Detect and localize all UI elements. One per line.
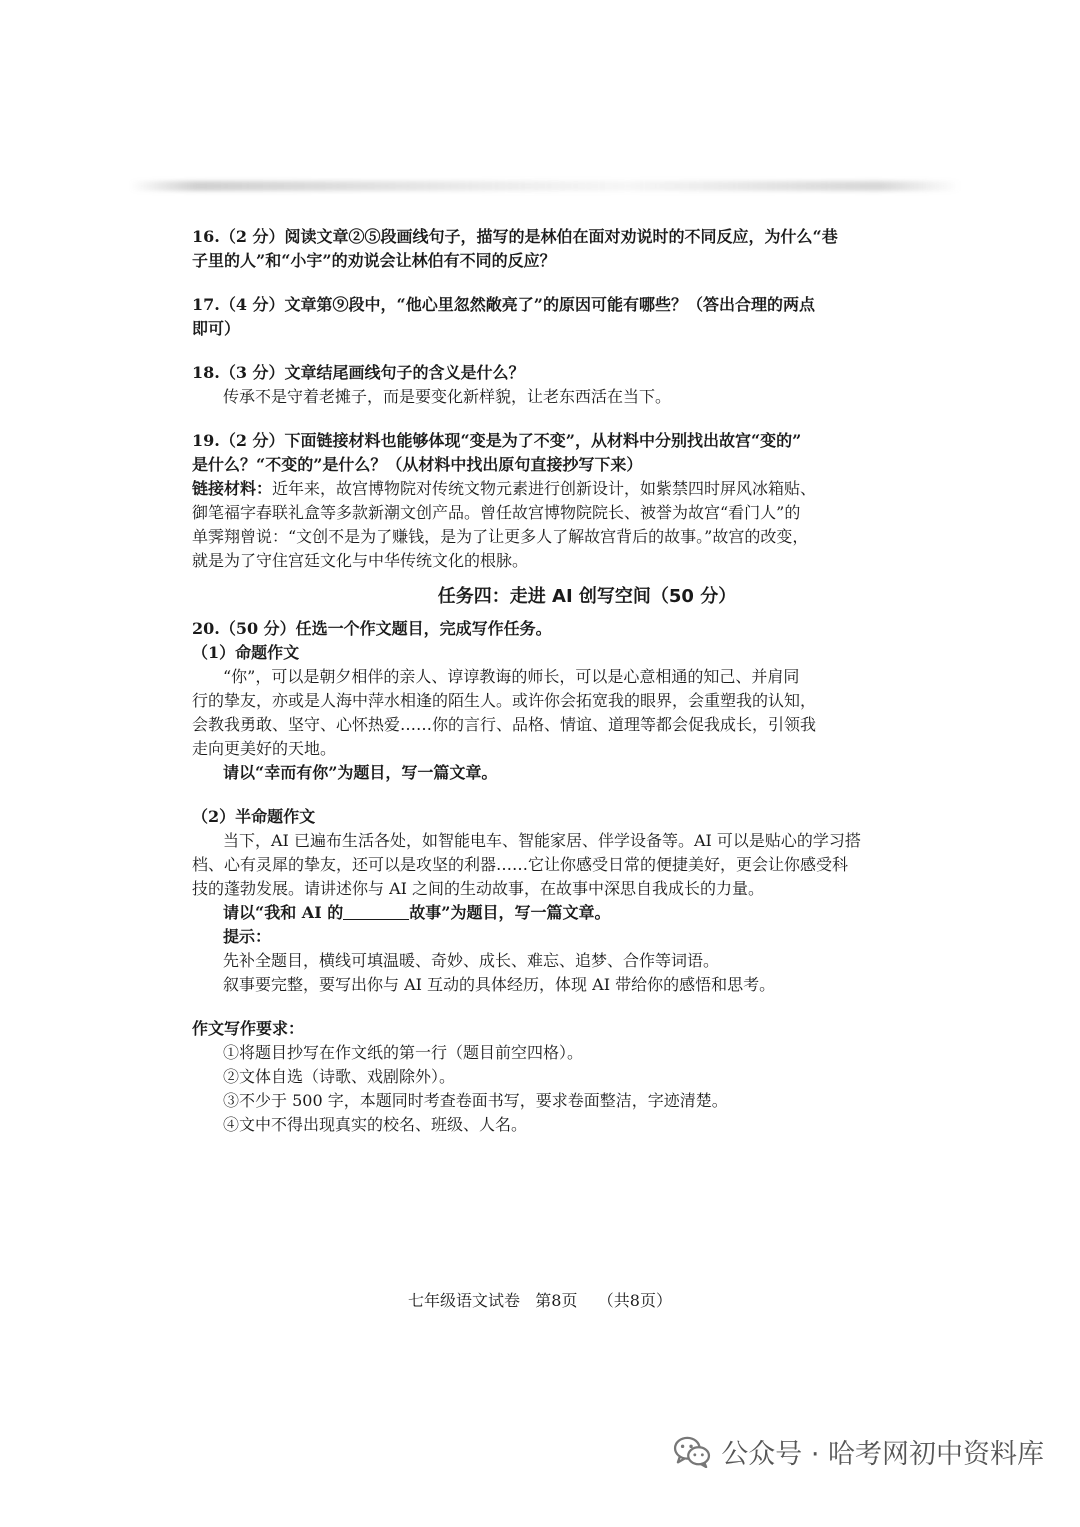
part-2-prompt: [192, 901, 892, 925]
question-20-line-1: 20.（50 分）任选一个作文题目，完成写作任务。: [192, 619, 552, 638]
task-four-title: 任务四：走进 AI 创写空间（50 分）: [437, 586, 737, 607]
requirements-title: 作文写作要求：: [192, 1019, 305, 1038]
question-18: [192, 361, 892, 409]
question-20: [192, 617, 892, 997]
link-material-text-1: 近年来，故宫博物院对传统文物元素进行创新设计，如紫禁四时屏风冰箱贴、: [272, 479, 817, 498]
question-17: [192, 293, 892, 341]
question-18-line-1: 18.（3 分）文章结尾画线句子的含义是什么？: [192, 363, 525, 382]
question-18-quote: 传承不是守着老摊子，而是要变化新样貌，让老东西活在当下。: [223, 387, 672, 406]
question-16-line-2: 子里的人”和“小宇”的劝说会让林伯有不同的反应？: [192, 251, 556, 270]
part-1-text-1: “你”，可以是朝夕相伴的亲人、谆谆教诲的师长，可以是心意相通的知己、并肩同: [223, 667, 800, 686]
question-19-line-1: 19.（2 分）下面链接材料也能够体现“变是为了不变”，从材料中分别找出故宫“变的”: [192, 431, 802, 450]
page-footer: 七年级语文试卷 第8页 （共8页）: [408, 1291, 672, 1310]
part-1-text-2: 行的挚友，亦或是人海中萍水相逢的陌生人。或许你会拓宽我的眼界，会重塑我的认知，: [192, 691, 817, 710]
watermark-text: 公众号 · 哈考网初中资料库: [721, 1439, 1044, 1470]
link-material-line-2: 御笔福字春联礼盒等多款新潮文创产品。曾任故宫博物院院长、被誉为故宫“看门人”的: [192, 503, 801, 522]
requirement-item: ①将题目抄写在作文纸的第一行（题目前空四格）。: [223, 1043, 584, 1062]
fill-in-blank-line: [343, 903, 409, 920]
link-material-line-4: 就是为了守住宫廷文化与中华传统文化的根脉。: [192, 551, 529, 570]
requirement-item: ②文体自选（诗歌、戏剧除外）。: [223, 1067, 456, 1086]
watermark: [673, 1432, 1044, 1471]
part-2-text-3: 技的蓬勃发展。请讲述你与 AI 之间的生动故事，在故事中深思自我成长的力量。: [192, 879, 765, 898]
question-17-line-1: 17.（4 分）文章第⑨段中，“他心里忽然敞亮了”的原因可能有哪些？（答出合理的两点: [192, 295, 815, 314]
part-2-title: （2）半命题作文: [192, 807, 316, 826]
writing-requirements: [192, 1017, 892, 1137]
question-17-line-2: 即可）: [192, 319, 241, 338]
part-2-prompt-end: 故事”为题目，写一篇文章。: [409, 903, 611, 922]
part-1-text-3: 会教我勇敢、坚守、心怀热爱……你的言行、品格、情谊、道理等都会促我成长，引领我: [192, 715, 817, 734]
hint-2: 叙事要完整，要写出你与 AI 互动的具体经历，体现 AI 带给你的感悟和思考。: [223, 975, 776, 994]
link-material-line-1: [192, 477, 892, 501]
part-1-text-4: 走向更美好的天地。: [192, 739, 337, 758]
part-2-prompt-start: 请以“我和 AI 的: [223, 903, 344, 922]
link-material-line-3: 单霁翔曾说：“文创不是为了赚钱，是为了让更多人了解故宫背后的故事。”故宫的改变，: [192, 527, 809, 546]
requirement-item: ④文中不得出现真实的校名、班级、人名。: [223, 1115, 528, 1134]
question-19: [192, 429, 892, 573]
part-1-prompt: 请以“幸而有你”为题目，写一篇文章。: [223, 763, 498, 782]
hint-title: 提示：: [223, 927, 272, 946]
question-19-line-2: 是什么？“不变的”是什么？（从材料中找出原句直接抄写下来）: [192, 455, 643, 474]
exam-page-content: [192, 225, 892, 1137]
requirement-item: ③不少于 500 字，本题同时考查卷面书写，要求卷面整洁，字迹清楚。: [223, 1091, 728, 1110]
scan-artifact-line: [130, 181, 960, 191]
wechat-icon: [673, 1436, 711, 1468]
question-16: [192, 225, 892, 273]
link-material-label: 链接材料：: [192, 479, 273, 498]
question-16-line-1: 16.（2 分）阅读文章②⑤段画线句子，描写的是林伯在面对劝说时的不同反应，为什么“巷: [192, 227, 838, 246]
part-2-text-1: 当下，AI 已遍布生活各处，如智能电车、智能家居、伴学设备等。AI 可以是贴心的学习搭: [223, 831, 861, 850]
hint-1: 先补全题目，横线可填温暖、奇妙、成长、难忘、追梦、合作等词语。: [223, 951, 720, 970]
part-1-title: （1）命题作文: [192, 643, 300, 662]
part-2-text-2: 档、心有灵犀的挚友，还可以是攻坚的利器……它让你感受日常的便捷美好，更会让你感受科: [192, 855, 849, 874]
